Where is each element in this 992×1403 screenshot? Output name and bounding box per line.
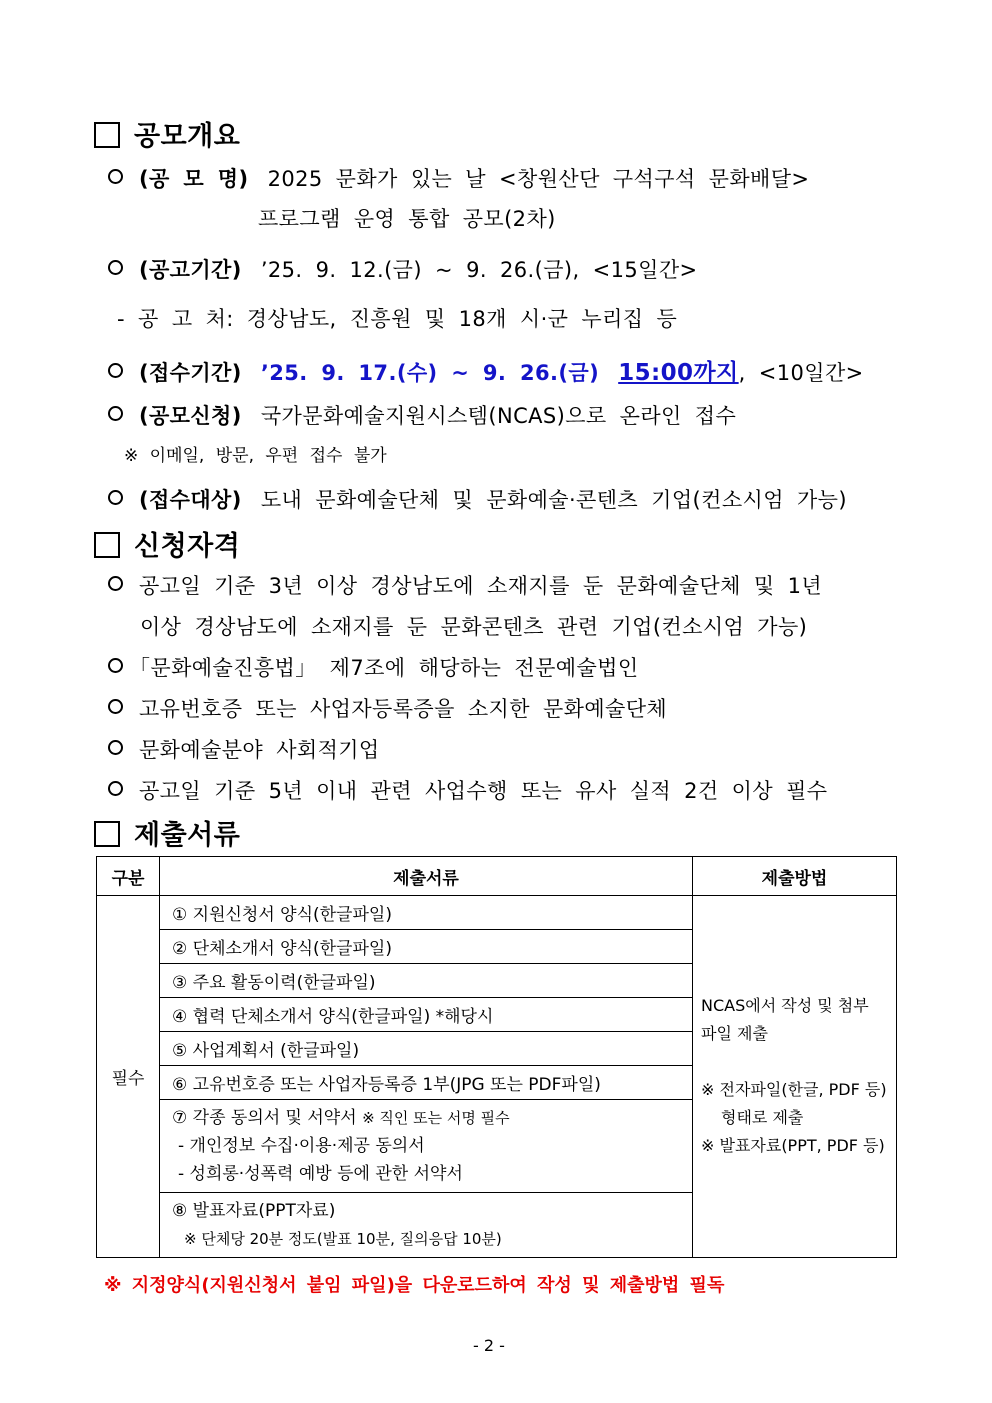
overview-target-label: (접수대상) bbox=[139, 488, 242, 512]
checkbox-square-icon bbox=[94, 122, 120, 148]
document-item-note: ※ 단체당 20분 정도(발표 10분, 질의응답 10분) bbox=[184, 1230, 502, 1248]
method-note: ※ 발표자료(PPT, PDF 등) bbox=[701, 1136, 885, 1155]
bullet-circle-icon bbox=[108, 576, 123, 591]
document-item: ③ 주요 활동이력(한글파일) bbox=[160, 964, 693, 998]
document-item: ④ 협력 단체소개서 양식(한글파일) *해당시 bbox=[160, 998, 693, 1032]
section-heading-overview: 공모개요 bbox=[94, 114, 240, 153]
overview-notice-label: (공고기간) bbox=[139, 258, 242, 282]
table-row bbox=[97, 896, 897, 930]
eligibility-item-3: 고유번호증 또는 사업자등록증을 소지한 문화예술단체 bbox=[108, 693, 667, 723]
method-cell bbox=[693, 896, 897, 1258]
overview-apply-row bbox=[108, 400, 736, 430]
overview-notice-row bbox=[108, 254, 698, 284]
overview-receipt-deadline: 15:00까지 bbox=[618, 360, 739, 386]
document-item: ⑥ 고유번호증 또는 사업자등록증 1부(JPG 또는 PDF파일) bbox=[160, 1066, 693, 1100]
document-subitem: - 성희롱·성폭력 예방 등에 관한 서약서 bbox=[178, 1164, 463, 1184]
method-line: 파일 제출 bbox=[701, 1024, 768, 1043]
bullet-circle-icon bbox=[108, 781, 123, 796]
document-item: ⑤ 사업계획서 (한글파일) bbox=[160, 1032, 693, 1066]
overview-title-row bbox=[108, 163, 809, 193]
document-item: ① 지원신청서 양식(한글파일) bbox=[160, 896, 693, 930]
overview-receipt-row bbox=[108, 354, 864, 387]
category-cell: 필수 bbox=[97, 896, 160, 1258]
eligibility-item-2: 「문화예술진흥법」 제7조에 해당하는 전문예술법인 bbox=[108, 652, 639, 682]
overview-target-row bbox=[108, 484, 847, 514]
overview-receipt-value: ’25. 9. 17.(수) ~ 9. 26.(금) bbox=[260, 361, 600, 385]
document-item: ⑧ 발표자료(PPT자료) ※ 단체당 20분 정도(발표 10분, 질의응답 10분) bbox=[160, 1193, 693, 1258]
bullet-circle-icon bbox=[108, 406, 123, 421]
overview-receipt-label: (접수기간) bbox=[139, 361, 242, 385]
eligibility-item-4: 문화예술분야 사회적기업 bbox=[108, 734, 380, 764]
bullet-circle-icon bbox=[108, 699, 123, 714]
bullet-circle-icon bbox=[108, 490, 123, 505]
footer-warning-note: ※ 지정양식(지원신청서 붙임 파일)을 다운로드하여 작성 및 제출방법 필독 bbox=[104, 1275, 725, 1296]
page-number: - 2 - bbox=[473, 1336, 505, 1355]
section-heading-documents: 제출서류 bbox=[94, 813, 240, 852]
documents-table bbox=[96, 856, 897, 1258]
overview-title-value-line2: 프로그램 운영 통합 공모(2차) bbox=[258, 207, 556, 231]
document-item-note: ※ 직인 또는 서명 필수 bbox=[362, 1109, 510, 1127]
bullet-circle-icon bbox=[108, 169, 123, 184]
checkbox-square-icon bbox=[94, 532, 120, 558]
table-header-row bbox=[97, 857, 897, 896]
overview-target-value: 도내 문화예술단체 및 문화예술·콘텐츠 기업(컨소시엄 가능) bbox=[260, 488, 847, 512]
checkbox-square-icon bbox=[94, 821, 120, 847]
method-note: ※ 전자파일(한글, PDF 등) bbox=[701, 1080, 887, 1099]
bullet-circle-icon bbox=[108, 740, 123, 755]
overview-receipt-tail: , <10일간> bbox=[738, 361, 864, 385]
overview-notice-value: ’25. 9. 12.(금) ~ 9. 26.(금), <15일간> bbox=[260, 258, 698, 282]
document-item: ⑦ 각종 동의서 및 서약서 ※ 직인 또는 서명 필수 - 개인정보 수집·이용·제공 동의서 - 성희롱·성폭력 예방 등에 관한 서약서 bbox=[160, 1100, 693, 1193]
overview-title-label: (공 모 명) bbox=[139, 167, 249, 191]
section-heading-eligibility: 신청자격 bbox=[94, 524, 240, 563]
overview-apply-value: 국가문화예술지원시스템(NCAS)으로 온라인 접수 bbox=[260, 404, 737, 428]
table-header: 구분 bbox=[97, 857, 160, 896]
eligibility-item-5: 공고일 기준 5년 이내 관련 사업수행 또는 유사 실적 2건 이상 필수 bbox=[108, 775, 828, 805]
overview-apply-label: (공모신청) bbox=[139, 404, 242, 428]
overview-apply-note: ※ 이메일, 방문, 우편 접수 불가 bbox=[124, 446, 387, 466]
overview-title-value: 2025 문화가 있는 날 <창원산단 구석구석 문화배달> bbox=[267, 167, 810, 191]
document-item: ② 단체소개서 양식(한글파일) bbox=[160, 930, 693, 964]
bullet-circle-icon bbox=[108, 260, 123, 275]
eligibility-item-1: 공고일 기준 3년 이상 경상남도에 소재지를 둔 문화예술단체 및 1년 bbox=[108, 570, 822, 600]
document-subitem: - 개인정보 수집·이용·제공 동의서 bbox=[178, 1136, 425, 1156]
method-line: NCAS에서 작성 및 첨부 bbox=[701, 996, 869, 1015]
eligibility-item-1-line2: 이상 경상남도에 소재지를 둔 문화콘텐츠 관련 기업(컨소시엄 가능) bbox=[140, 615, 808, 639]
bullet-circle-icon bbox=[108, 658, 123, 673]
method-note: 형태로 제출 bbox=[721, 1108, 804, 1127]
table-header: 제출서류 bbox=[160, 857, 693, 896]
bullet-circle-icon bbox=[108, 363, 123, 378]
overview-notice-sub: - 공 고 처: 경상남도, 진흥원 및 18개 시·군 누리집 등 bbox=[117, 307, 678, 331]
table-header: 제출방법 bbox=[693, 857, 897, 896]
